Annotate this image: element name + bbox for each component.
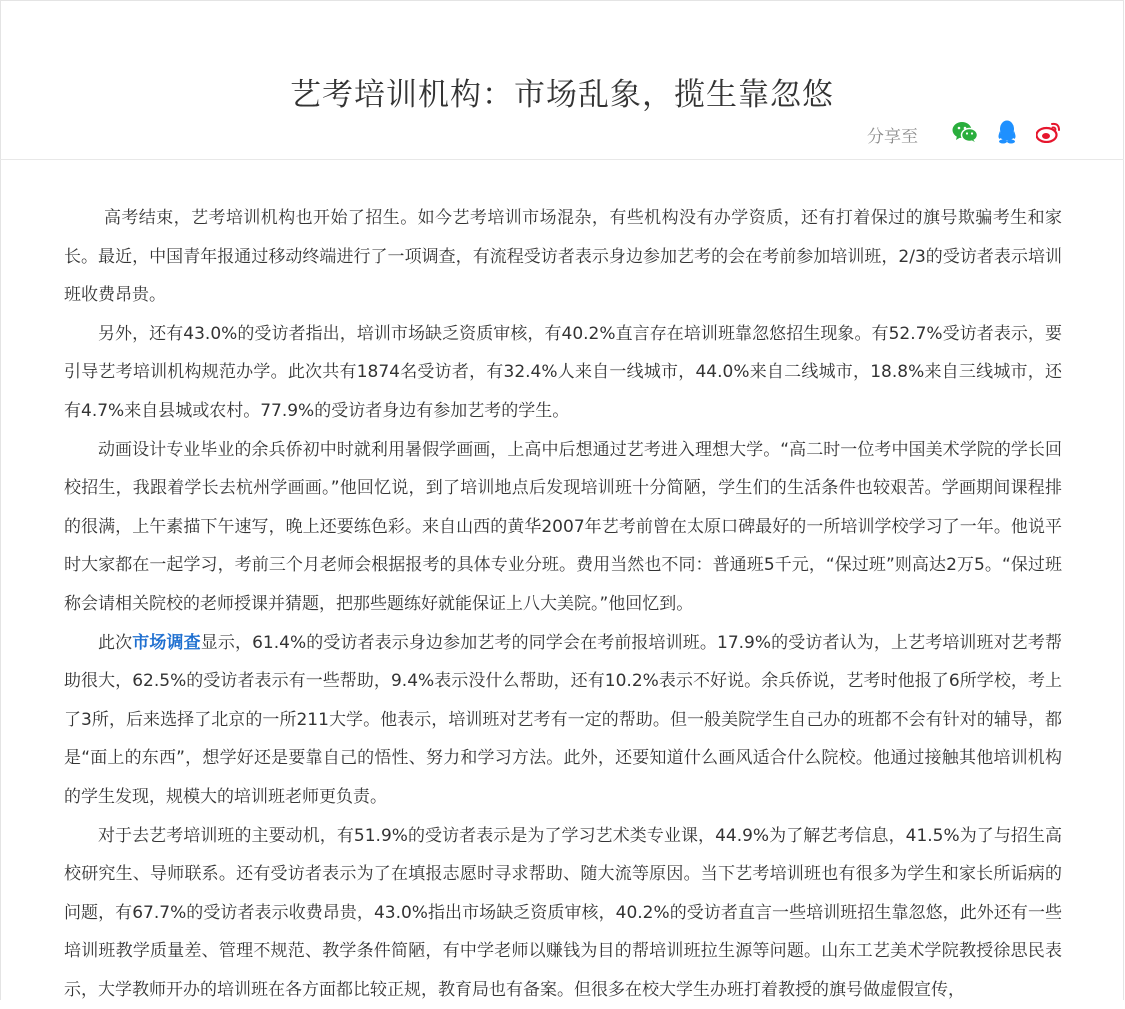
article-body — [64, 199, 1062, 1009]
market-survey-link[interactable]: 市场调查 — [132, 633, 200, 653]
article-header — [0, 0, 1124, 160]
paragraph-4-lead: 此次 — [98, 633, 132, 653]
wechat-icon[interactable] — [952, 121, 978, 147]
paragraph-4 — [64, 624, 1062, 817]
paragraph-2: 另外，还有43.0%的受访者指出，培训市场缺乏资质审核，有40.2%直言存在培训班靠忽悠招生现象。有52.7%受访者表示，要引导艺考培训机构规范办学。此次共有1874名受访者，有32.4%人来自一线城市，44.0%来自二线城市，18.8%来自三线城市，还有4.7%来自县城或农村。77.9%的受访者身边有参加艺考的学生。 — [64, 315, 1062, 431]
paragraph-5: 对于去艺考培训班的主要动机，有51.9%的受访者表示是为了学习艺术类专业课，44.9%为了解艺考信息，41.5%为了与招生高校研究生、导师联系。还有受访者表示为了在填报志愿时寻求帮助、随大流等原因。当下艺考培训班也有很多为学生和家长所诟病的问题，有67.7%的受访者表示收费昂贵，43.0%指出市场缺乏资质审核，40.2%的受访者直言一些培训班招生靠忽悠，此外还有一些培训班教学质量差、管理不规范、教学条件简陋，有中学老师以赚钱为目的帮培训班拉生源等问题。山东工艺美术学院教授徐思民表示，大学教师开办的培训班在各方面都比较正规，教育局也有备案。但很多在校大学生办班打着教授的旗号做虚假宣传， — [64, 817, 1062, 1009]
share-label: 分享至 — [867, 122, 918, 147]
weibo-icon[interactable] — [1036, 121, 1062, 147]
paragraph-1: 高考结束，艺考培训机构也开始了招生。如今艺考培训市场混杂，有些机构没有办学资质，还有打着保过的旗号欺骗考生和家长。最近，中国青年报通过移动终端进行了一项调查，有流程受访者表示身边参加艺考的会在考前参加培训班，2/3的受访者表示培训班收费昂贵。 — [64, 199, 1062, 315]
paragraph-4-rest: 显示，61.4%的受访者表示身边参加艺考的同学会在考前报培训班。17.9%的受访者认为，上艺考培训班对艺考帮助很大，62.5%的受访者表示有一些帮助，9.4%表示没什么帮助，还有10.2%表示不好说。余兵侨说，艺考时他报了6所学校，考上了3所，后来选择了北京的一所211大学。他表示，培训班对艺考有一定的帮助。但一般美院学生自己办的班都不会有针对的辅导，都是“面上的东西”，想学好还是要靠自己的悟性、努力和学习方法。此外，还要知道什么画风适合什么院校。他通过接触其他培训机构的学生发现，规模大的培训班老师更负责。 — [64, 633, 1062, 807]
share-bar — [867, 120, 1062, 148]
qq-icon[interactable] — [996, 120, 1018, 148]
paragraph-3: 动画设计专业毕业的余兵侨初中时就利用暑假学画画，上高中后想通过艺考进入理想大学。“高二时一位考中国美术学院的学长回校招生，我跟着学长去杭州学画画。”他回忆说，到了培训地点后发现培训班十分简陋，学生们的生活条件也较艰苦。学画期间课程排的很满，上午素描下午速写，晚上还要练色彩。来自山西的黄华2007年艺考前曾在太原口碑最好的一所培训学校学习了一年。他说平时大家都在一起学习，考前三个月老师会根据报考的具体专业分班。费用当然也不同：普通班5千元，“保过班”则高达2万5。“保过班称会请相关院校的老师授课并猜题，把那些题练好就能保证上八大美院。”他回忆到。 — [64, 431, 1062, 624]
article-title: 艺考培训机构：市场乱象，揽生靠忽悠 — [0, 73, 1124, 117]
